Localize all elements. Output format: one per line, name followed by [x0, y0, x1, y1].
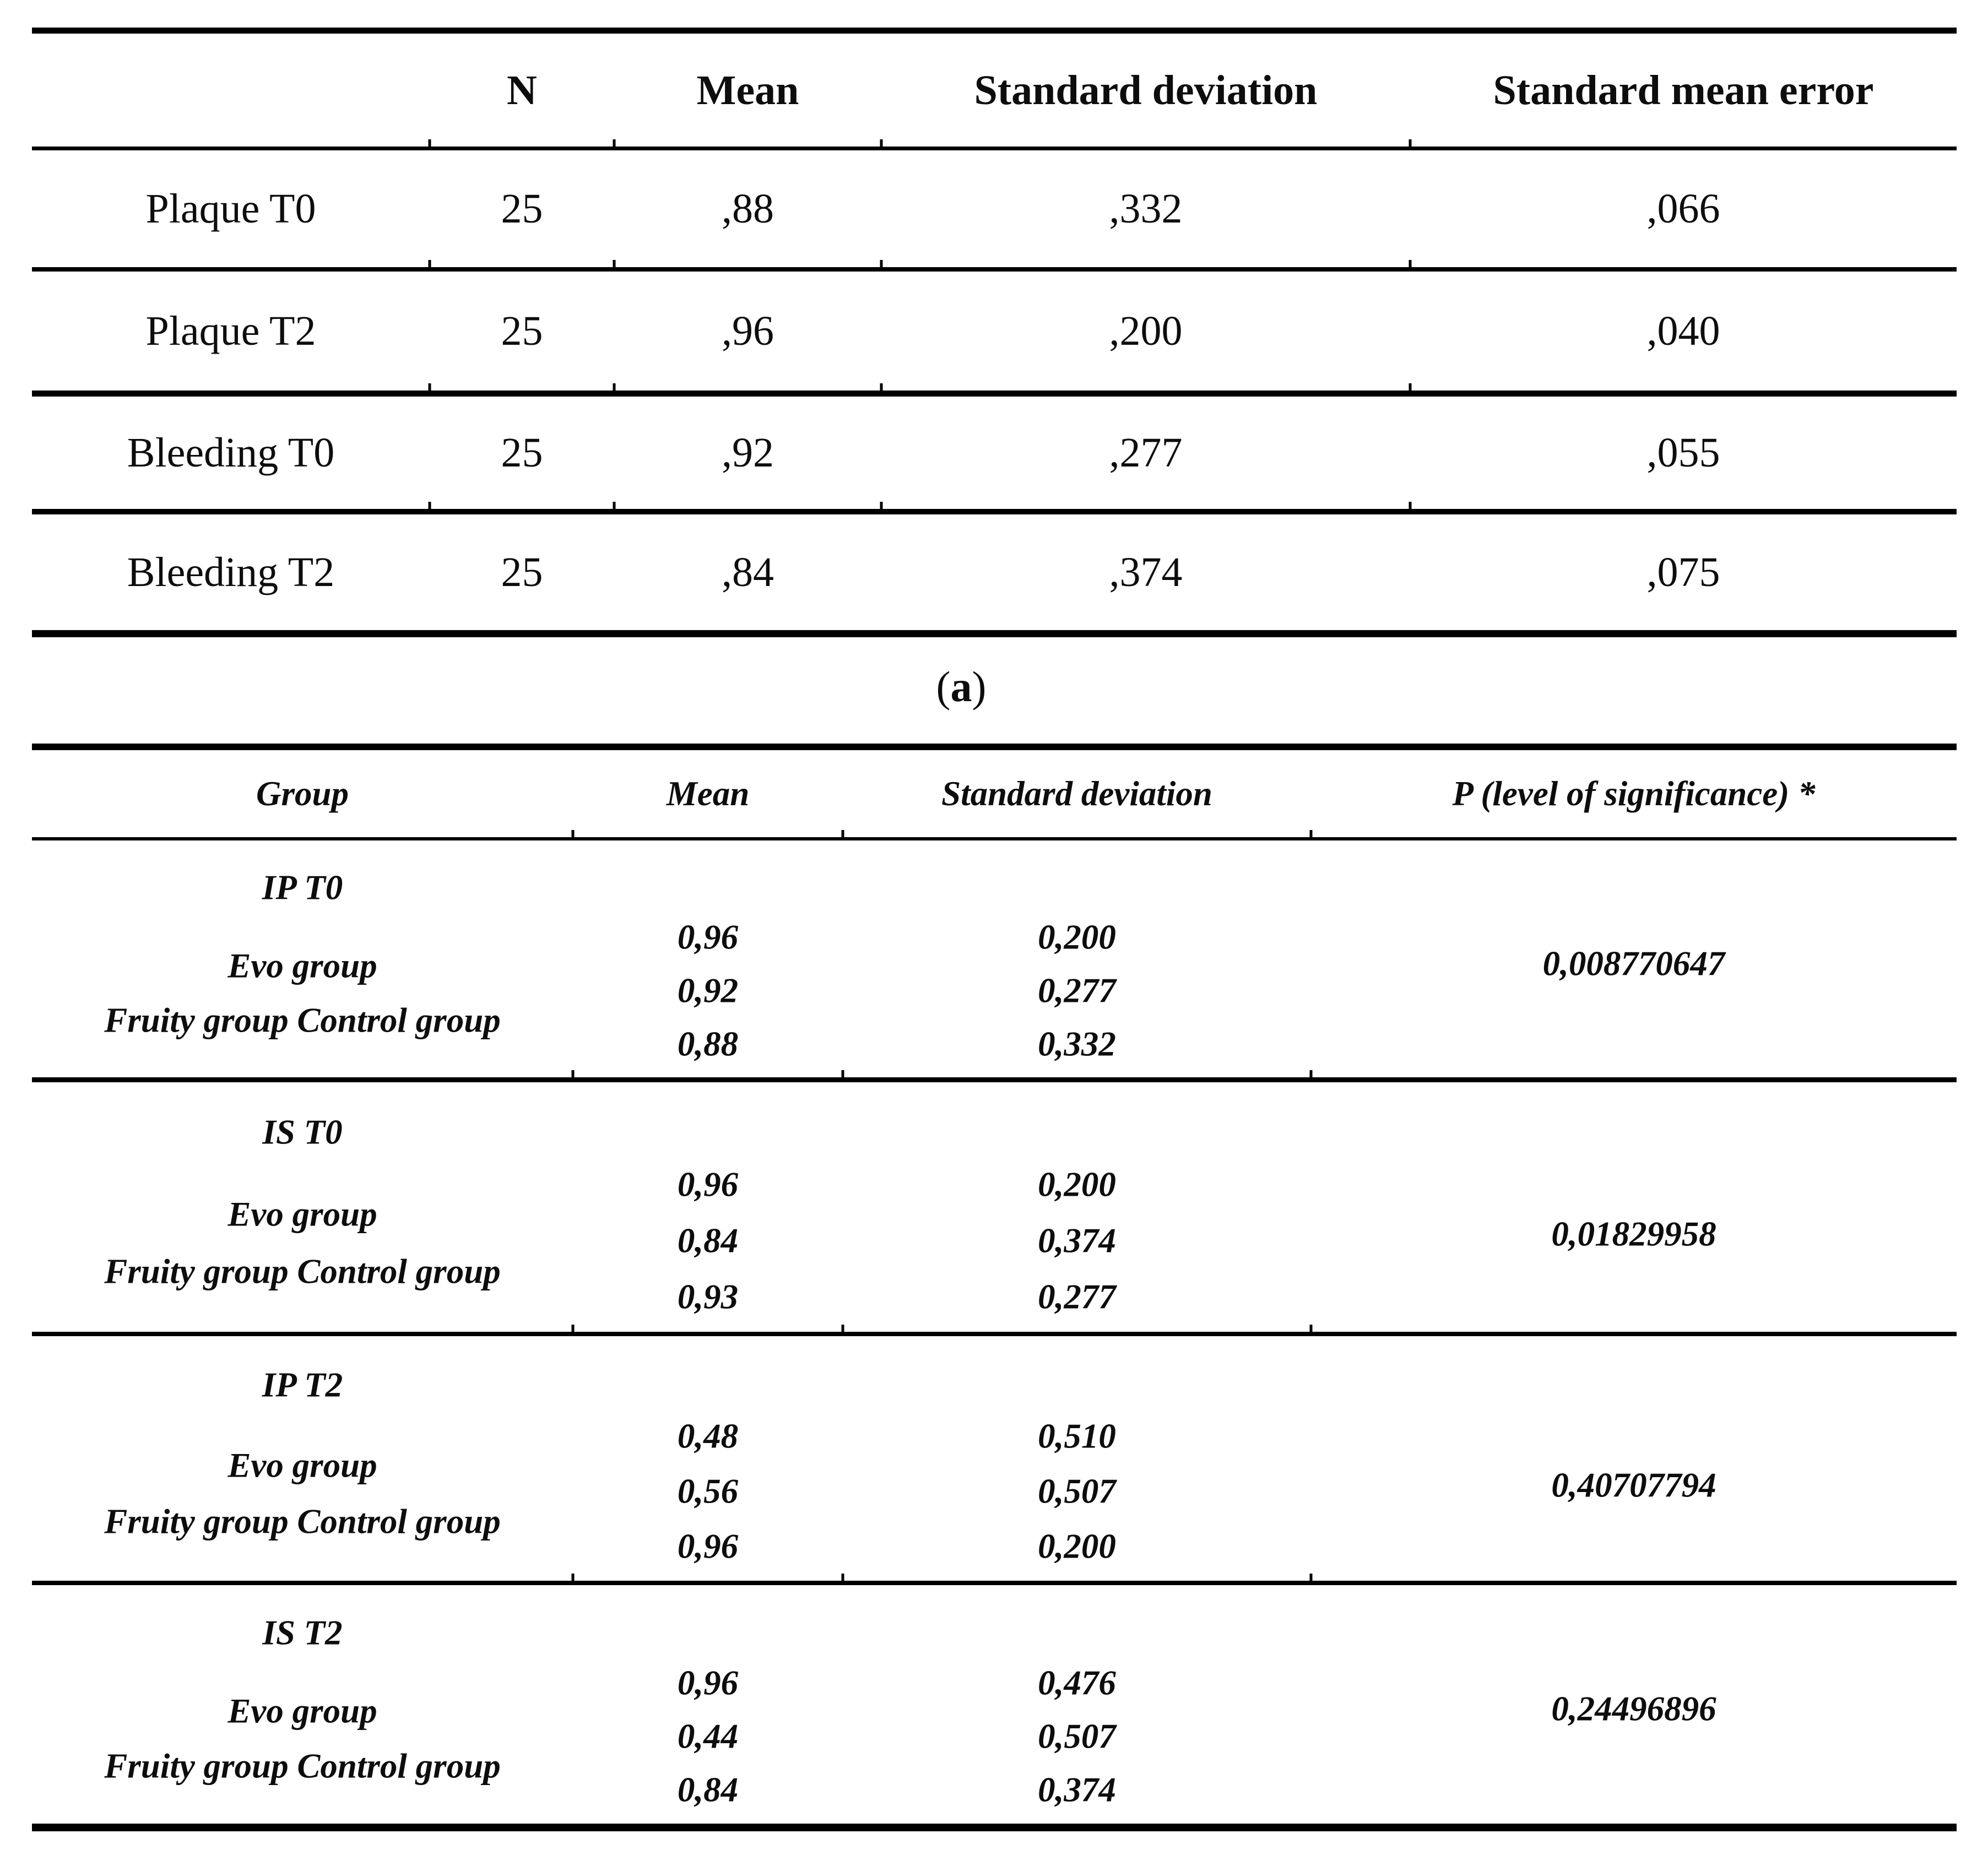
mean-value: 0,48: [677, 1417, 739, 1456]
table-a-cell-mean: ,92: [722, 430, 774, 476]
mean-value: 0,44: [677, 1717, 739, 1756]
sd-value: 0,200: [1038, 1165, 1116, 1204]
mean-cell: [573, 840, 843, 1077]
sd-value: 0,476: [1038, 1663, 1116, 1702]
column-tick: [880, 260, 883, 267]
table-b-header-mean: Mean: [666, 774, 750, 813]
column-tick: [880, 139, 883, 147]
table-a-cell-n: 25: [501, 308, 543, 354]
column-tick: [613, 502, 616, 509]
p-cell: [1311, 1336, 1957, 1581]
group-line: Fruity group Control group: [104, 1252, 501, 1291]
group-line: Evo group: [227, 946, 377, 985]
column-tick: [1409, 260, 1412, 267]
table-a-cell-sd: ,200: [1109, 308, 1183, 354]
sd-value: 0,374: [1038, 1221, 1116, 1260]
sd-value: 0,277: [1038, 1277, 1116, 1316]
mean-value: 0,56: [677, 1472, 739, 1511]
sd-value: 0,277: [1038, 971, 1116, 1010]
table-a-cell-mean: ,96: [722, 308, 774, 354]
table-a-row: [32, 514, 1957, 630]
group-line: Fruity group Control group: [104, 1502, 501, 1541]
table-a-cell-n: 25: [501, 549, 543, 595]
group-line: Evo group: [227, 1446, 377, 1485]
column-tick: [429, 383, 431, 390]
column-tick: [613, 383, 616, 390]
table-b-block-is-t0: [32, 1082, 1957, 1332]
table-a-row-separator: [32, 509, 1957, 514]
column-tick: [842, 1574, 844, 1581]
table-b-header-row: [32, 750, 1957, 837]
table-a-cell-sme: ,075: [1646, 549, 1720, 595]
mean-value: 0,92: [677, 971, 739, 1010]
group-line: IP T0: [262, 868, 343, 907]
table-b: [32, 744, 1957, 1831]
table-a-cell-n: 25: [501, 430, 543, 476]
table-a-bottom-border: [32, 630, 1957, 637]
table-b-block-ip-t0: [32, 840, 1957, 1077]
column-tick: [572, 1070, 575, 1077]
table-b-top-border: [32, 744, 1957, 750]
p-value: 0,40707794: [1551, 1466, 1716, 1505]
column-tick: [842, 1325, 844, 1332]
table-b-bottom-border: [32, 1824, 1957, 1831]
sd-cell: [843, 840, 1311, 1077]
table-a-row-label: Bleeding T0: [127, 430, 335, 476]
table-a-top-border: [32, 28, 1957, 34]
table-a-cell-sme: ,055: [1646, 430, 1720, 476]
mean-cell: [573, 1336, 843, 1581]
column-tick: [613, 260, 616, 267]
mean-value: 0,84: [677, 1221, 739, 1260]
group-line: Fruity group Control group: [104, 1746, 501, 1786]
table-a-cell-mean: ,84: [722, 549, 774, 595]
table-b-header-sd: Standard deviation: [941, 774, 1212, 813]
table-a-row-label: Bleeding T2: [127, 549, 335, 595]
mean-value: 0,93: [677, 1277, 739, 1316]
sd-cell: [843, 1082, 1311, 1332]
table-a: [32, 28, 1957, 637]
mean-value: 0,84: [677, 1770, 739, 1809]
column-tick: [572, 1325, 575, 1332]
table-b-block-is-t2: [32, 1585, 1957, 1824]
caption-text: [936, 665, 987, 708]
group-cell: [32, 1336, 573, 1581]
column-tick: [572, 1574, 575, 1581]
sd-cell: [843, 1336, 1311, 1581]
table-a-header-mean: Mean: [696, 67, 799, 113]
caption-paren-close: ): [972, 663, 987, 710]
column-tick: [880, 383, 883, 390]
sd-value: 0,200: [1038, 918, 1116, 957]
group-line: IS T0: [262, 1113, 343, 1152]
table-a-header-n: N: [507, 67, 537, 113]
group-cell: [32, 840, 573, 1077]
table-b-block-separator: [32, 1332, 1957, 1336]
table-a-header-sme: Standard mean error: [1493, 67, 1874, 113]
caption-letter: a: [950, 663, 972, 710]
mean-cell: [573, 1585, 843, 1824]
sd-value: 0,507: [1038, 1472, 1116, 1511]
table-a-row-label: Plaque T2: [145, 308, 316, 354]
column-tick: [429, 502, 431, 509]
table-b-block-ip-t2: [32, 1336, 1957, 1581]
sd-value: 0,374: [1038, 1770, 1116, 1809]
sd-cell: [843, 1585, 1311, 1824]
table-a-cell-sd: ,332: [1109, 186, 1183, 232]
sd-value: 0,332: [1038, 1024, 1116, 1064]
mean-cell: [573, 1082, 843, 1332]
mean-value: 0,96: [677, 1527, 739, 1566]
p-cell: [1311, 1585, 1957, 1824]
column-tick: [613, 139, 616, 147]
column-tick: [1310, 1325, 1313, 1332]
table-a-row: [32, 272, 1957, 390]
column-tick: [1409, 139, 1412, 147]
table-b-block-separator: [32, 1581, 1957, 1585]
column-tick: [880, 502, 883, 509]
table-a-cell-sme: ,066: [1646, 186, 1720, 232]
group-line: IS T2: [262, 1613, 343, 1652]
table-a-caption: [32, 665, 1957, 708]
table-b-block-separator: [32, 1077, 1957, 1082]
column-tick: [1409, 383, 1412, 390]
sd-value: 0,507: [1038, 1717, 1116, 1756]
table-a-cell-sd: ,277: [1109, 430, 1183, 476]
table-a-header-sd: Standard deviation: [974, 67, 1318, 113]
group-line: IP T2: [262, 1365, 343, 1404]
mean-value: 0,96: [677, 1165, 739, 1204]
column-tick: [842, 1070, 844, 1077]
table-a-cell-sme: ,040: [1646, 308, 1720, 354]
group-line: Evo group: [227, 1195, 377, 1234]
table-b-header-p: P (level of significance) *: [1452, 774, 1816, 813]
p-value: 0,008770647: [1542, 944, 1725, 983]
table-a-row: [32, 150, 1957, 267]
table-a-header-row: [32, 34, 1957, 147]
group-cell: [32, 1585, 573, 1824]
caption-paren-open: (: [936, 663, 951, 710]
column-tick: [1310, 830, 1313, 837]
column-tick: [429, 260, 431, 267]
p-cell: [1311, 840, 1957, 1077]
table-a-row: [32, 397, 1957, 509]
column-tick: [429, 139, 431, 147]
column-tick: [1310, 1070, 1313, 1077]
sd-value: 0,200: [1038, 1527, 1116, 1566]
p-cell: [1311, 1082, 1957, 1332]
mean-value: 0,96: [677, 1663, 739, 1702]
table-b-header-group: Group: [256, 774, 349, 813]
table-a-cell-n: 25: [501, 186, 543, 232]
p-value: 0,24496896: [1551, 1689, 1716, 1728]
table-a-row-label: Plaque T0: [145, 186, 316, 232]
table-a-row-separator: [32, 267, 1957, 272]
group-cell: [32, 1082, 573, 1332]
column-tick: [572, 830, 575, 837]
group-line: Evo group: [227, 1691, 377, 1731]
table-a-row-separator: [32, 390, 1957, 397]
column-tick: [842, 830, 844, 837]
column-tick: [1409, 502, 1412, 509]
table-a-cell-mean: ,88: [722, 186, 774, 232]
mean-value: 0,88: [677, 1024, 739, 1064]
table-a-line-under-header: [32, 147, 1957, 150]
table-a-cell-sd: ,374: [1109, 549, 1183, 595]
group-line: Fruity group Control group: [104, 1001, 501, 1040]
mean-value: 0,96: [677, 918, 739, 957]
p-value: 0,01829958: [1551, 1214, 1716, 1254]
column-tick: [1310, 1574, 1313, 1581]
sd-value: 0,510: [1038, 1417, 1116, 1456]
